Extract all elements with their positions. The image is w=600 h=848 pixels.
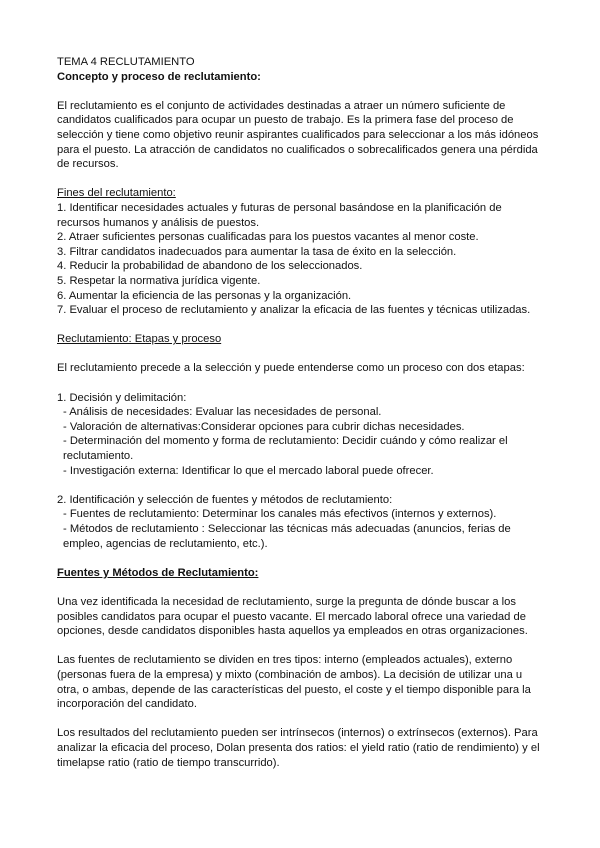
section-heading-fuentes: Fuentes y Métodos de Reclutamiento: xyxy=(57,566,259,579)
paragraph-etapas-intro: El reclutamiento precede a la selección y puede entenderse como un proceso con dos etapas: xyxy=(57,362,525,375)
document-page xyxy=(57,55,547,770)
stage-2-item-1: - Fuentes de reclutamiento: Determinar los canales más efectivos (internos y externos). xyxy=(63,508,497,521)
paragraph-fuentes-1: Una vez identificada la necesidad de reclutamiento, surge la pregunta de dónde buscar a los posibles candidatos para ocupar el puesto vacante. El mercado laboral ofrece una variedad de opciones, desde candidatos disponibles hasta aquellos ya empleados en otras organizaciones. xyxy=(57,595,528,638)
stage-1-item-3: - Determinación del momento y forma de reclutamiento: Decidir cuándo y cómo realizar el reclutamiento. xyxy=(63,435,508,463)
list-item-fin-4: 4. Reducir la probabilidad de abandono de los seleccionados. xyxy=(57,260,363,273)
stage-1-item-4: - Investigación externa: Identificar lo que el mercado laboral puede ofrecer. xyxy=(63,464,434,477)
section-heading-fines: Fines del reclutamiento: xyxy=(57,187,176,200)
paragraph-fuentes-3: Los resultados del reclutamiento pueden ser intrínsecos (internos) o extrínsecos (externos). Para analizar la eficacia del proceso, Dolan presenta dos ratios: el yield ratio (ratio de rendimiento) y el timelapse ratio (ratio de tiempo transcurrido). xyxy=(57,727,540,769)
list-item-fin-2: 2. Atraer suficientes personas cualificadas para los puestos vacantes al menor coste. xyxy=(57,231,479,244)
list-item-fin-6: 6. Aumentar la eficiencia de las personas y la organización. xyxy=(57,289,352,302)
list-item-fin-7: 7. Evaluar el proceso de reclutamiento y analizar la eficacia de las fuentes y técnicas utilizadas. xyxy=(57,304,531,317)
stage-1-item-1: - Análisis de necesidades: Evaluar las necesidades de personal. xyxy=(63,406,382,419)
section-heading-concepto: Concepto y proceso de reclutamiento: xyxy=(57,70,261,83)
paragraph-fuentes-2: Las fuentes de reclutamiento se dividen en tres tipos: interno (empleados actuales), externo (personas fuera de la empresa) y mixto (combinación de ambos). La decisión de utilizar una u otra, o ambas, depende de las características del puesto, el coste y el tiempo disponible para la incorporación del candidato. xyxy=(57,654,531,711)
list-item-fin-1: 1. Identificar necesidades actuales y futuras de personal basándose en la planificación de recursos humanos y análisis de puestos. xyxy=(57,201,502,229)
stage-1-item-2: - Valoración de alternativas:Considerar opciones para cubrir dichas necesidades. xyxy=(63,420,465,433)
stage-1-title: 1. Decisión y delimitación: xyxy=(57,391,187,404)
list-item-fin-5: 5. Respetar la normativa jurídica vigente. xyxy=(57,274,261,287)
section-heading-etapas: Reclutamiento: Etapas y proceso xyxy=(57,333,222,346)
document-title: TEMA 4 RECLUTAMIENTO xyxy=(57,56,195,68)
stage-2-item-2: - Métodos de reclutamiento : Seleccionar las técnicas más adecuadas (anuncios, ferias de empleo, agencias de reclutamiento, etc.). xyxy=(63,523,511,550)
list-item-fin-3: 3. Filtrar candidatos inadecuados para aumentar la tasa de éxito en la selección. xyxy=(57,245,457,258)
stage-2-title: 2. Identificación y selección de fuentes y métodos de reclutamiento: xyxy=(57,493,393,506)
paragraph-concepto: El reclutamiento es el conjunto de actividades destinadas a atraer un número suficiente de candidatos cualificados para ocupar un puesto de trabajo. Es la primera fase del proceso de selección y tiene como objetivo reunir aspirantes cualificados para seleccionar a los más idóneos para el puesto. La atracción de candidatos no cualificados o sobrecalificados genera una pérdida de recursos. xyxy=(57,99,539,171)
